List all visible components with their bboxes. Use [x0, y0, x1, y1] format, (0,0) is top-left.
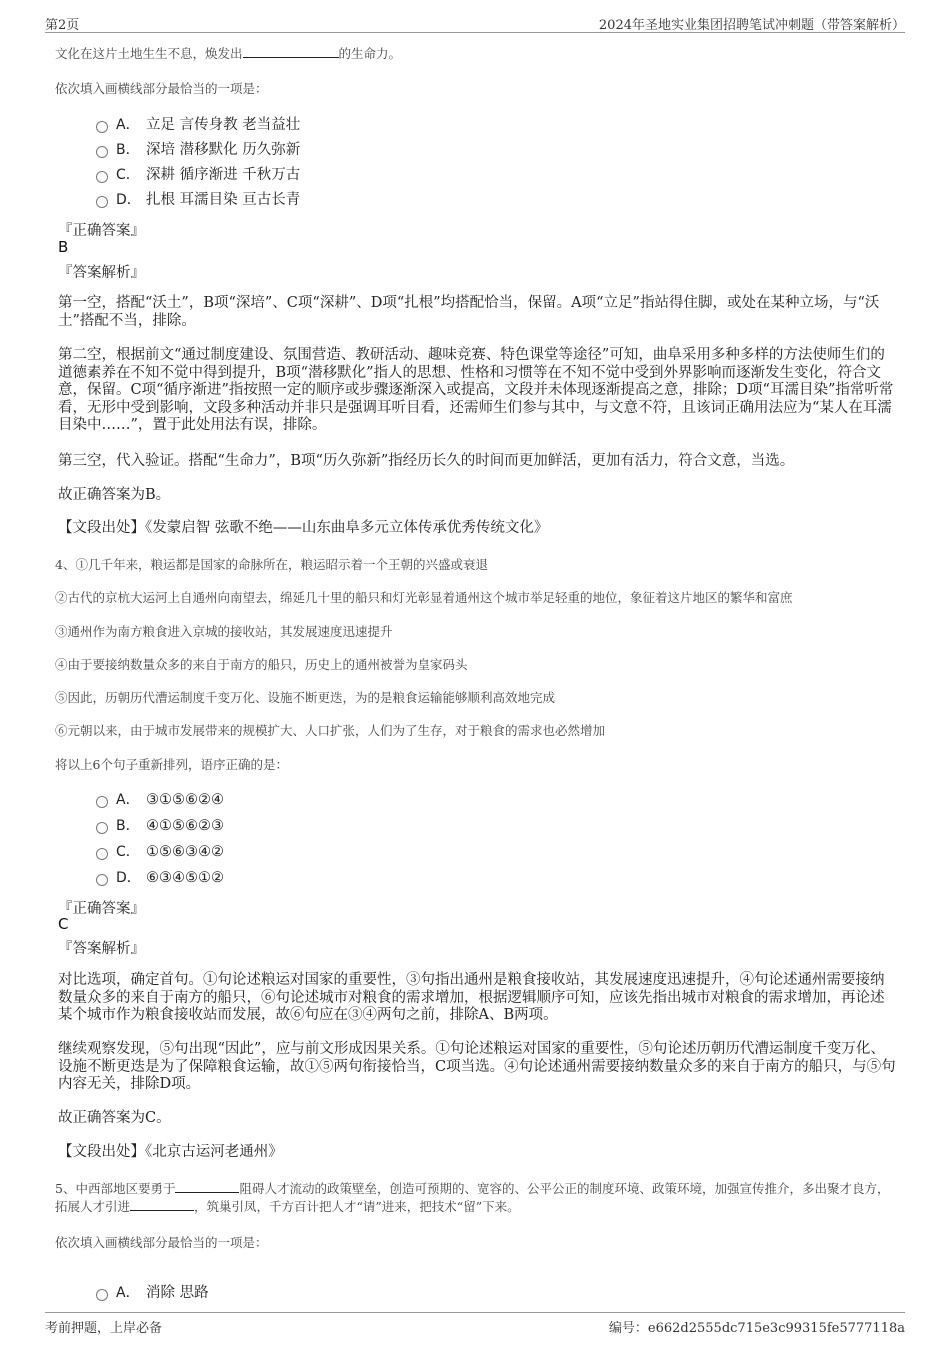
q4-sentence-5: ⑤因此，历朝历代漕运制度千变万化、设施不断更迭，为的是粮食运输能够顺利高效地完成 — [55, 690, 556, 705]
blank — [175, 1180, 239, 1193]
q4-option-c[interactable]: C． ①⑤⑥③④② — [96, 842, 224, 862]
radio-icon[interactable] — [96, 196, 108, 208]
radio-icon[interactable] — [96, 146, 108, 158]
q4-analysis-label: 『答案解析』 — [58, 941, 145, 957]
q3-analysis-3: 第三空，代入验证。搭配“生命力”，B项“历久弥新”指经历长久的时间而更加鲜活，更加有活力，符合文意，当选。 — [58, 453, 795, 469]
q3-instruction: 依次填入画横线部分最恰当的一项是： — [55, 81, 268, 96]
radio-icon[interactable] — [96, 874, 108, 886]
q4-option-d[interactable]: D． ⑥③④⑤①② — [96, 868, 224, 888]
q4-analysis-3: 故正确答案为C。 — [58, 1110, 171, 1126]
document-code: 编号：e662d2555dc715e3c99315fe5777118a — [608, 1321, 905, 1336]
radio-icon[interactable] — [96, 121, 108, 133]
radio-icon[interactable] — [96, 1289, 108, 1301]
blank — [243, 45, 339, 58]
q3-source: 【文段出处】《发蒙启智 弦歌不绝——山东曲阜多元立体传承优秀传统文化》 — [58, 520, 549, 536]
radio-icon[interactable] — [96, 822, 108, 834]
page-header — [45, 12, 905, 33]
footer-slogan: 考前押题，上岸必备 — [45, 1321, 163, 1336]
blank — [130, 1198, 194, 1211]
q3-stem-tail: 文化在这片土地生生不息，焕发出 的生命力。 — [55, 46, 402, 61]
q4-answer-label: 『正确答案』 — [58, 901, 145, 917]
radio-icon[interactable] — [96, 171, 108, 183]
q3-answer-label: 『正确答案』 — [58, 223, 145, 239]
q3-analysis-4: 故正确答案为B。 — [58, 487, 171, 503]
q4-sentence-3: ③通州作为南方粮食进入京城的接收站，其发展速度迅速提升 — [55, 624, 393, 639]
q3-analysis-label: 『答案解析』 — [58, 265, 145, 281]
q3-option-b[interactable]: B． 深培 潜移默化 历久弥新 — [96, 140, 300, 160]
q3-answer: B — [58, 238, 69, 256]
q5-instruction: 依次填入画横线部分最恰当的一项是： — [55, 1235, 268, 1250]
page-footer — [45, 1312, 905, 1335]
radio-icon[interactable] — [96, 848, 108, 860]
q4-analysis-1: 对比选项，确定首句。①句论述粮运对国家的重要性，③句指出通州是粮食接收站，其发展速度迅速提升，④句论述通州需要接纳数量众多的来自于南方的船只，⑥句论述城市对粮食的需求增加，根据逻辑顺序可知，应该先指出城市对粮食的需求增加，再论述某个城市作为粮食接收站而发展，故⑥句应在③④两句之前，排除A、B两项。 — [58, 972, 885, 1023]
q4-analysis-2: 继续观察发现，⑤句出现“因此”，应与前文形成因果关系。①句论述粮运对国家的重要性，⑤句论述历朝历代漕运制度千变万化、设施不断更迭是为了保障粮食运输，故①⑤两句衔接恰当，C项当选。④句论述通州需要接纳数量众多的来自于南方的船只，与⑤句内容无关，排除D项。 — [58, 1041, 896, 1092]
q5-stem: 5、中西部地区要勇于 阻碍人才流动的政策壁垒，创造可预期的、宽容的、公平公正的制度环境、政策环境，加强宣传推介，多出聚才良方，拓展人才引进 ，筑巢引凤，千方百计把人才“请”进来，把技术“留”下来。 — [55, 1181, 890, 1214]
q4-sentence-2: ②古代的京杭大运河上自通州向南望去，绵延几十里的船只和灯光彰显着通州这个城市举足轻重的地位，象征着这片地区的繁华和富庶 — [55, 590, 793, 605]
q4-instruction: 将以上6个句子重新排列，语序正确的是： — [55, 757, 288, 772]
q4-source: 【文段出处】《北京古运河老通州》 — [58, 1144, 283, 1160]
document-title: 2024年圣地实业集团招聘笔试冲刺题（带答案解析） — [598, 18, 905, 33]
q4-option-a[interactable]: A． ③①⑤⑥②④ — [96, 790, 224, 810]
q3-option-d[interactable]: D． 扎根 耳濡目染 亘古长青 — [96, 190, 300, 210]
q5-option-a[interactable]: A． 消除 思路 — [96, 1283, 209, 1303]
q4-sentence-4: ④由于要接纳数量众多的来自于南方的船只，历史上的通州被誉为皇家码头 — [55, 657, 468, 672]
q3-option-c[interactable]: C． 深耕 循序渐进 千秋万古 — [96, 165, 300, 185]
q4-sentence-1: 4、①几千年来，粮运都是国家的命脉所在，粮运昭示着一个王朝的兴盛或衰退 — [55, 557, 488, 572]
q3-option-a[interactable]: A． 立足 言传身教 老当益壮 — [96, 115, 300, 135]
q3-analysis-2: 第二空，根据前文“通过制度建设、氛围营造、教研活动、趣味竞赛、特色课堂等途径”可知，曲阜采用多种多样的方法使师生们的道德素养在不知不觉中得到提升，B项“潜移默化”指人的思想、性格和习惯等在不知不觉中受到外界影响而逐渐发生变化，符合文意，保留。C项“循序渐进”指按照一定的顺序或步骤逐渐深入或提高，文段并未体现逐渐提高之意，排除；D项“耳濡目染”指常听常看，无形中受到影响，文段多种活动并非只是强调耳听目看，还需师生们参与其中，与文意不符，且该词正确用法应为“某人在耳濡目染中……”，置于此处用法有误，排除。 — [58, 347, 894, 433]
page-number: 第2页 — [45, 18, 80, 33]
radio-icon[interactable] — [96, 796, 108, 808]
q4-option-b[interactable]: B． ④①⑤⑥②③ — [96, 816, 224, 836]
q3-analysis-1: 第一空，搭配“沃土”，B项“深培”、C项“深耕”、D项“扎根”均搭配恰当，保留。A项“立足”指站得住脚，或处在某种立场，与“沃土”搭配不当，排除。 — [58, 295, 880, 329]
q4-answer: C — [58, 915, 69, 933]
q4-sentence-6: ⑥元朝以来，由于城市发展带来的规模扩大、人口扩张，人们为了生存，对于粮食的需求也必然增加 — [55, 723, 606, 738]
